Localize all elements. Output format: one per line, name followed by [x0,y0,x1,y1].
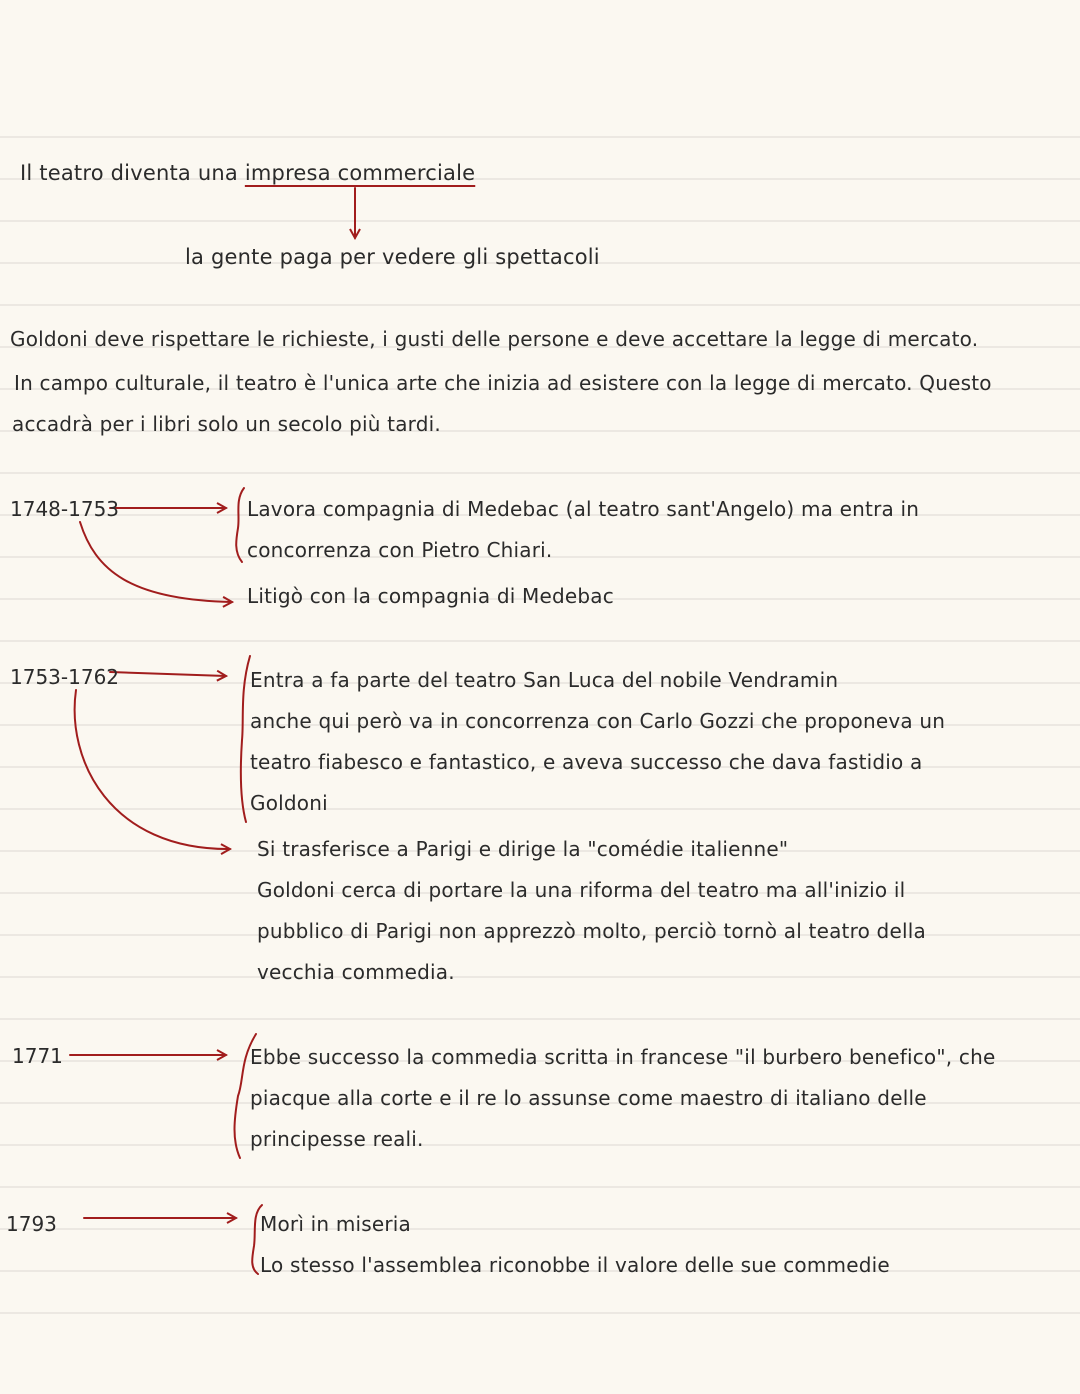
timeline-entry-line: principesse reali. [250,1127,424,1151]
arrow-right-icon [110,672,226,676]
timeline-entry-line: Lo stesso l'assemblea riconobbe il valore delle sue commedie [260,1253,890,1277]
curved-arrow-icon [80,522,232,602]
timeline-entry-line: Ebbe successo la commedia scritta in francese "il burbero benefico", che [250,1045,996,1069]
paragraph-line: accadrà per i libri solo un secolo più tardi. [12,412,441,436]
curved-arrow-icon [75,690,230,849]
paragraph-line: In campo culturale, il teatro è l'unica arte che inizia ad esistere con la legge di mercato. Questo [14,371,992,395]
timeline-date: 1748-1753 [10,497,120,521]
brace-icon [241,656,250,822]
intro-heading [20,160,475,186]
timeline-entry-line: Entra a fa parte del teatro San Luca del nobile Vendramin [250,668,839,692]
brace-icon [236,488,244,562]
intro-consequence: la gente paga per vedere gli spettacoli [185,245,600,269]
timeline-entry-line: vecchia commedia. [257,960,455,984]
intro-text: Il teatro diventa una [20,161,238,185]
timeline-date: 1753-1762 [10,665,120,689]
timeline-entry-line: pubblico di Parigi non apprezzò molto, perciò tornò al teatro della [257,919,926,943]
timeline-entry-line: Si trasferisce a Parigi e dirige la "comédie italienne" [257,837,789,861]
timeline-date: 1771 [12,1044,63,1068]
timeline-entry-line: Morì in miseria [260,1212,412,1236]
timeline-date: 1793 [6,1212,57,1236]
timeline-entry-line: piacque alla corte e il re lo assunse come maestro di italiano delle [250,1086,927,1110]
timeline-entry-line: Goldoni [250,791,328,815]
key-concept: impresa commerciale [244,161,476,185]
timeline-entry-line: Lavora compagnia di Medebac (al teatro sant'Angelo) ma entra in [247,497,920,521]
timeline-entry-line: anche qui però va in concorrenza con Carlo Gozzi che proponeva un [250,709,946,733]
paragraph-line: Goldoni deve rispettare le richieste, i gusti delle persone e deve accettare la legge di mercato. [10,327,979,351]
timeline-entry-line: teatro fiabesco e fantastico, e aveva successo che dava fastidio a [250,750,923,774]
timeline-entry-line: Litigò con la compagnia di Medebac [247,584,614,608]
timeline-entry-line: concorrenza con Pietro Chiari. [247,538,553,562]
timeline-entry-line: Goldoni cerca di portare la una riforma del teatro ma all'inizio il [257,878,906,902]
